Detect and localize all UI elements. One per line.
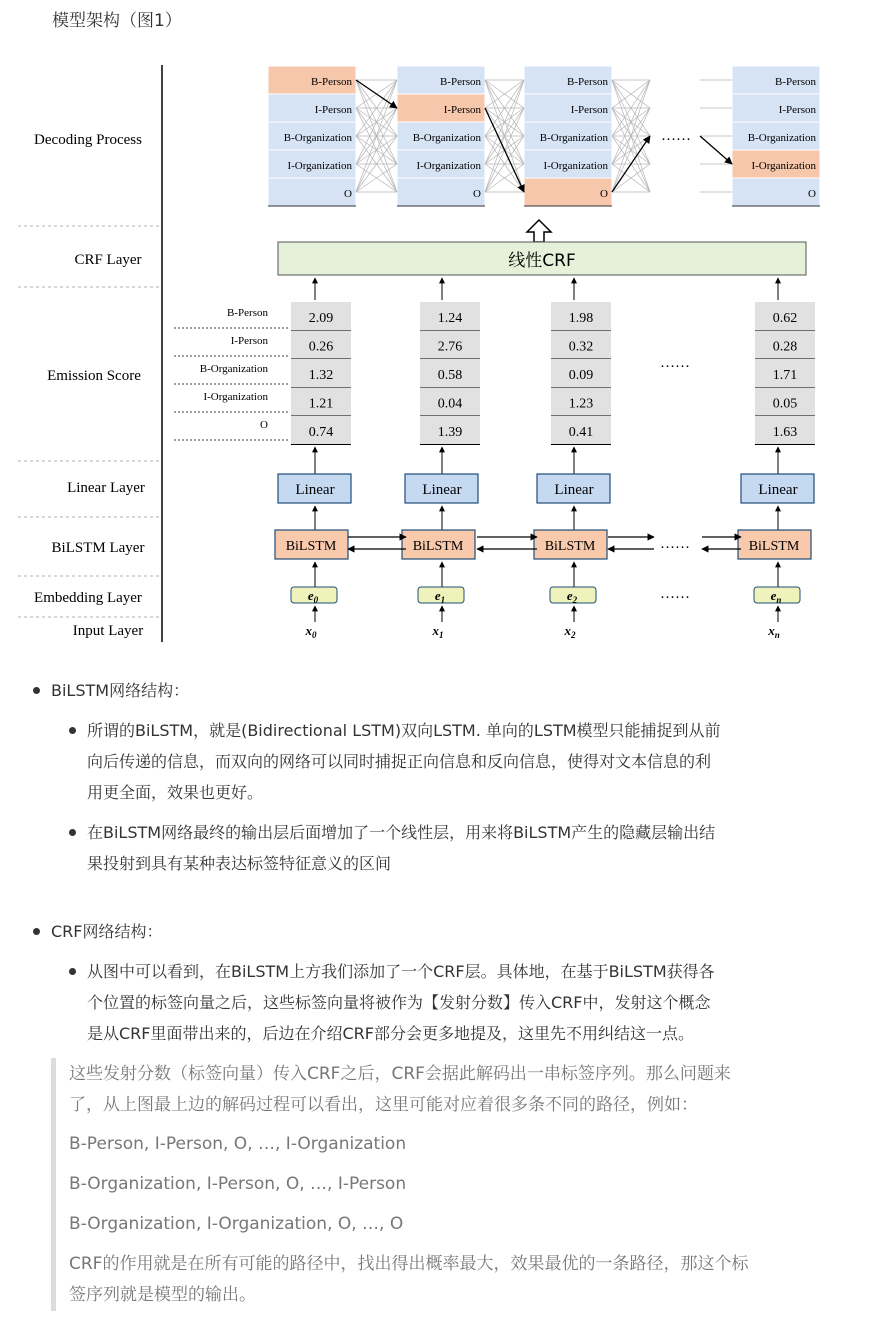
bilstm-p2-line1: 在BiLSTM网络最终的输出层后面增加了一个线性层，用来将BiLSTM产生的隐藏层输出结 [87,823,716,842]
bilstm-label: BiLSTM [544,539,596,554]
layer-label-input: Input Layer [72,623,144,639]
quote-path1: B-Person, I-Person, O, …, I-Organization [69,1134,407,1154]
emission-value: 1.39 [437,425,463,440]
decoding-cell-label: B-Person [311,76,352,88]
bullet-dot [33,928,40,935]
emission-row-label: B-Organization [199,363,268,375]
decoding-cell-label: I-Organization [287,160,352,172]
model-architecture-diagram [0,50,885,650]
decoding-cell-label: I-Organization [751,160,816,172]
decoding-cell-label: I-Person [443,104,481,116]
emission-value: 1.21 [308,396,334,412]
input-label: $x_2$ [564,623,576,640]
layer-label-bilstm: BiLSTM Layer [51,540,145,556]
layer-label-crf: CRF Layer [74,252,142,268]
emission-value: 2.76 [437,339,463,355]
decoding-cell [268,178,356,206]
quote-line3: CRF的作用就是在所有可能的路径中，找出得出概率最大，效果最优的一条路径，那这个标 [69,1254,749,1274]
bilstm-p1-line1: 所谓的BiLSTM，就是(Bidirectional LSTM)双向LSTM. 单向的LSTM模型只能捕捉到从前 [87,721,721,740]
crf-p1-line1: 从图中可以看到，在BiLSTM上方我们添加了一个CRF层。具体地，在基于BiLSTM获得各 [87,962,715,981]
emission-value: 2.09 [308,311,334,326]
emission-value: 0.04 [437,396,463,412]
layer-label-emission: Emission Score [47,368,141,384]
decoding-cell-label: I-Person [314,104,352,116]
decoding-cell [524,178,612,206]
emission-value: 0.62 [772,311,798,326]
bullet-dot [69,968,76,975]
quote-bar [51,1058,56,1311]
emission-value: 1.24 [437,311,463,326]
quote-line2: 了，从上图最上边的解码过程可以看出，这里可能对应着很多条不同的路径，例如： [69,1095,698,1115]
bullet-dot [33,687,40,694]
emission-value: 0.28 [772,339,798,355]
linear-label: Linear [758,482,798,498]
embedding-label: $e_n$ [770,588,782,605]
decoding-cell-label: O [473,188,481,200]
input-label: $x_0$ [305,623,317,640]
decoding-cell-label: B-Organization [412,132,481,144]
emission-value: 0.05 [772,396,798,412]
decoding-cell-label: O [808,188,816,200]
embedding-label: $e_2$ [566,588,578,605]
decoding-cell-label: I-Person [570,104,608,116]
decoding-cell-label: B-Person [440,76,481,88]
crf-p1-line2: 个位置的标签向量之后，这些标签向量将被作为【发射分数】传入CRF中，发射这个概念 [87,993,711,1012]
emission-row-label: I-Person [230,335,268,347]
emission-ellipsis: …… [660,355,690,371]
layer-label-decoding: Decoding Process [34,132,142,148]
linear-label: Linear [554,482,594,498]
emission-row-label: O [260,419,268,431]
decoding-cell-label: O [344,188,352,200]
bilstm-p2-line2: 果投射到具有某种表达标签特征意义的区间 [87,854,392,873]
up-hollow-arrow [527,220,551,242]
bilstm-p1-line2: 向后传递的信息，而双向的网络可以同时捕捉正向信息和反向信息，使得对文本信息的利 [87,752,712,771]
best-path-arrow [700,136,732,164]
decoding-ellipsis: …… [661,128,691,144]
bilstm-p1-line3: 用更全面，效果也更好。 [87,783,264,802]
decoding-cell-label: B-Person [775,76,816,88]
bilstm-label: BiLSTM [412,539,464,554]
emission-value: 1.23 [568,396,594,412]
decoding-cell [397,178,485,206]
input-label: $x_1$ [432,623,444,640]
linear-label: Linear [422,482,462,498]
crf-layer-label: 线性CRF [508,251,576,271]
emission-value: 0.74 [308,425,334,440]
emission-value: 0.41 [568,425,594,440]
layer-label-linear: Linear Layer [67,480,145,496]
emission-row-label: I-Organization [203,391,268,403]
decoding-cell-label: B-Person [567,76,608,88]
decoding-cell-label: B-Organization [747,132,816,144]
emission-row-label: B-Person [227,307,268,319]
linear-label: Linear [295,482,335,498]
embedding-ellipsis: …… [660,586,690,602]
crf-section-title: CRF网络结构： [51,922,163,941]
decoding-cell [732,178,820,206]
quote-line1: 这些发射分数（标签向量）传入CRF之后，CRF会据此解码出一串标签序列。那么问题来 [69,1064,731,1084]
emission-value: 1.98 [568,311,594,326]
decoding-cell-label: I-Organization [416,160,481,172]
decoding-cell-label: B-Organization [283,132,352,144]
decoding-cell-label: I-Organization [543,160,608,172]
emission-value: 1.32 [308,368,334,383]
input-label: $x_n$ [768,623,780,640]
bilstm-label: BiLSTM [285,539,337,554]
crf-p1-line3: 是从CRF里面带出来的，后边在介绍CRF部分会更多地提及，这里先不用纠结这一点。 [87,1024,694,1043]
bilstm-ellipsis: …… [660,536,690,552]
quote-line4: 签序列就是模型的输出。 [69,1285,256,1305]
emission-value: 0.26 [308,339,334,355]
decoding-cell-label: B-Organization [539,132,608,144]
emission-value: 1.71 [772,368,798,383]
emission-value: 0.58 [437,368,463,383]
bilstm-label: BiLSTM [748,539,800,554]
decoding-cell-label: I-Person [778,104,816,116]
bilstm-section-title: BiLSTM网络结构： [51,681,190,700]
emission-value: 0.32 [568,339,594,355]
decoding-cell-label: O [600,188,608,200]
bullet-dot [69,727,76,734]
figure-caption: 模型架构（图1） [52,11,182,31]
bullet-dot [69,829,76,836]
quote-path2: B-Organization, I-Person, O, …, I-Person [69,1174,407,1194]
embedding-label: $e_0$ [307,588,319,605]
emission-value: 1.63 [772,425,798,440]
layer-label-embedding: Embedding Layer [34,590,142,606]
emission-value: 0.09 [568,368,594,383]
quote-path3: B-Organization, I-Organization, O, …, O [69,1214,404,1234]
embedding-label: $e_1$ [434,588,446,605]
